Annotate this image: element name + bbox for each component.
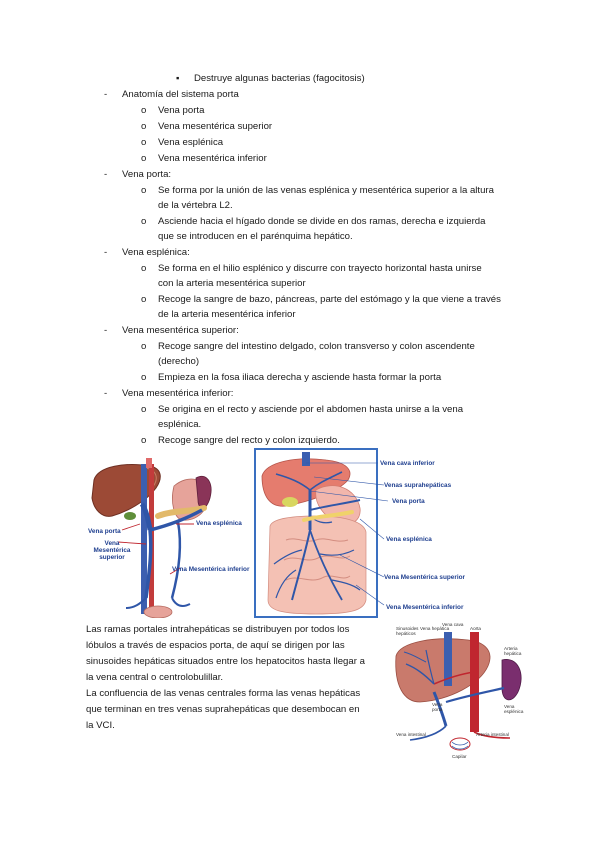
circle-bullet: o bbox=[141, 137, 147, 148]
outline-line: Recoge la sangre de bazo, páncreas, parte del estómago y la que viene a través bbox=[158, 294, 501, 305]
label-arteria-intestinal: Arteria intestinal bbox=[476, 732, 509, 737]
hepatic-circulation-drawing bbox=[390, 622, 530, 762]
circle-bullet: o bbox=[141, 341, 147, 352]
outline-heading: Vena mesentérica inferior: bbox=[122, 388, 234, 399]
label-aorta: Aorta bbox=[470, 626, 481, 631]
label-vena-mesenterica-inferior-2: Vena Mesentérica inferior bbox=[386, 604, 464, 611]
outline-line: Recoge sangre del recto y colon izquierdo. bbox=[158, 435, 340, 446]
circle-bullet: o bbox=[141, 372, 147, 383]
paragraph-line: que terminan en tres venas suprahepáticas que desembocan en bbox=[86, 704, 360, 715]
circle-bullet: o bbox=[141, 185, 147, 196]
label-venas-suprahepaticas: Venas suprahepáticas bbox=[384, 482, 452, 489]
outline-line: Destruye algunas bacterias (fagocitosis) bbox=[194, 73, 365, 84]
portal-anatomy-drawing bbox=[86, 458, 252, 618]
outline-heading: Vena porta: bbox=[122, 169, 172, 180]
label-vena-mesenterica-superior-2: Vena Mesentérica superior bbox=[384, 574, 465, 581]
dash-bullet: - bbox=[104, 89, 108, 100]
label-vena-mesenterica-inferior: Vena Mesentérica inferior bbox=[172, 566, 250, 573]
outline-line: Se forma por la unión de las venas esplénica y mesentérica superior a la altura bbox=[158, 185, 494, 196]
outline-heading: Anatomía del sistema porta bbox=[122, 89, 239, 100]
outline-line: Vena esplénica bbox=[158, 137, 224, 148]
outline-line: (derecho) bbox=[158, 356, 200, 367]
label-vena-cava-inferior: Vena cava inferior bbox=[380, 460, 435, 467]
square-bullet: ▪ bbox=[176, 73, 180, 84]
circle-bullet: o bbox=[141, 105, 147, 116]
circle-bullet: o bbox=[141, 263, 147, 274]
label-vena-intestinal: Vena intestinal bbox=[396, 732, 426, 737]
dash-bullet: - bbox=[104, 388, 108, 399]
outline-line: Vena mesentérica superior bbox=[158, 121, 273, 132]
paragraph-line: La confluencia de las venas centrales forma las venas hepáticas bbox=[86, 688, 361, 699]
outline-heading: Vena esplénica: bbox=[122, 247, 190, 258]
outline-line: Empieza en la fosa iliaca derecha y asciende hasta formar la porta bbox=[158, 372, 442, 383]
circle-bullet: o bbox=[141, 294, 147, 305]
paragraph-line: lóbulos a través de espacios porta, de aquí se dirigen por las bbox=[86, 640, 345, 651]
label-vena-porta-3: Vena porta bbox=[432, 702, 443, 712]
circle-bullet: o bbox=[141, 121, 147, 132]
outline-heading: Vena mesentérica superior: bbox=[122, 325, 239, 336]
label-arteria-hepatica: Arteria hepática bbox=[504, 646, 522, 656]
circle-bullet: o bbox=[141, 435, 147, 446]
outline-line: Asciende hacia el hígado donde se divide en dos ramas, derecha e izquierda bbox=[158, 216, 486, 227]
paragraph-line: Las ramas portales intrahepáticas se distribuyen por todos los bbox=[86, 624, 350, 635]
portal-system-illustration bbox=[86, 458, 252, 618]
label-vena-hepatica: Vena hepática bbox=[420, 626, 450, 631]
outline-line: Vena mesentérica inferior bbox=[158, 153, 267, 164]
label-vena-esplenica: Vena esplénica bbox=[196, 520, 242, 527]
figure2-leader-lines bbox=[300, 455, 390, 615]
paragraph-line: sinusoides hepáticas situados entre los hepatocitos hasta llegar a bbox=[86, 656, 365, 667]
paragraph-line: la VCI. bbox=[86, 720, 115, 731]
dash-bullet: - bbox=[104, 325, 108, 336]
outline-line: esplénica. bbox=[158, 419, 202, 430]
circle-bullet: o bbox=[141, 404, 147, 415]
hepatic-circulation-illustration bbox=[390, 622, 530, 762]
label-vena-esplenica-3: Vena esplénica bbox=[504, 704, 524, 714]
outline-line: Se forma en el hilio esplénico y discurre con trayecto horizontal hasta unirse bbox=[158, 263, 482, 274]
dash-bullet: - bbox=[104, 169, 108, 180]
outline-line: Vena porta bbox=[158, 105, 205, 116]
outline-line: que se introducen en el parénquima hepático. bbox=[158, 231, 353, 242]
label-vena-cava: Vena cava bbox=[442, 622, 464, 627]
label-vena-mesenterica-superior: Vena Mesentérica superior bbox=[93, 540, 131, 561]
circle-bullet: o bbox=[141, 216, 147, 227]
dash-bullet: - bbox=[104, 247, 108, 258]
label-sinusoides-hepaticos: Sinusoides hepáticos bbox=[396, 626, 419, 636]
outline-line: de la vértebra L2. bbox=[158, 200, 233, 211]
label-capilar: Capilar bbox=[452, 754, 467, 759]
outline-line: con la arteria mesentérica superior bbox=[158, 278, 306, 289]
outline-line: de la arteria mesentérica inferior bbox=[158, 309, 296, 320]
label-vena-porta-2: Vena porta bbox=[392, 498, 425, 505]
outline-line: Se origina en el recto y asciende por el abdomen hasta unirse a la vena bbox=[158, 404, 464, 415]
outline-line: Recoge sangre del intestino delgado, colon transverso y colon ascendente bbox=[158, 341, 475, 352]
paragraph-line: la vena central o centrolobulillar. bbox=[86, 672, 224, 683]
label-vena-porta: Vena porta bbox=[88, 528, 121, 535]
label-vena-esplenica-2: Vena esplénica bbox=[386, 536, 432, 543]
circle-bullet: o bbox=[141, 153, 147, 164]
